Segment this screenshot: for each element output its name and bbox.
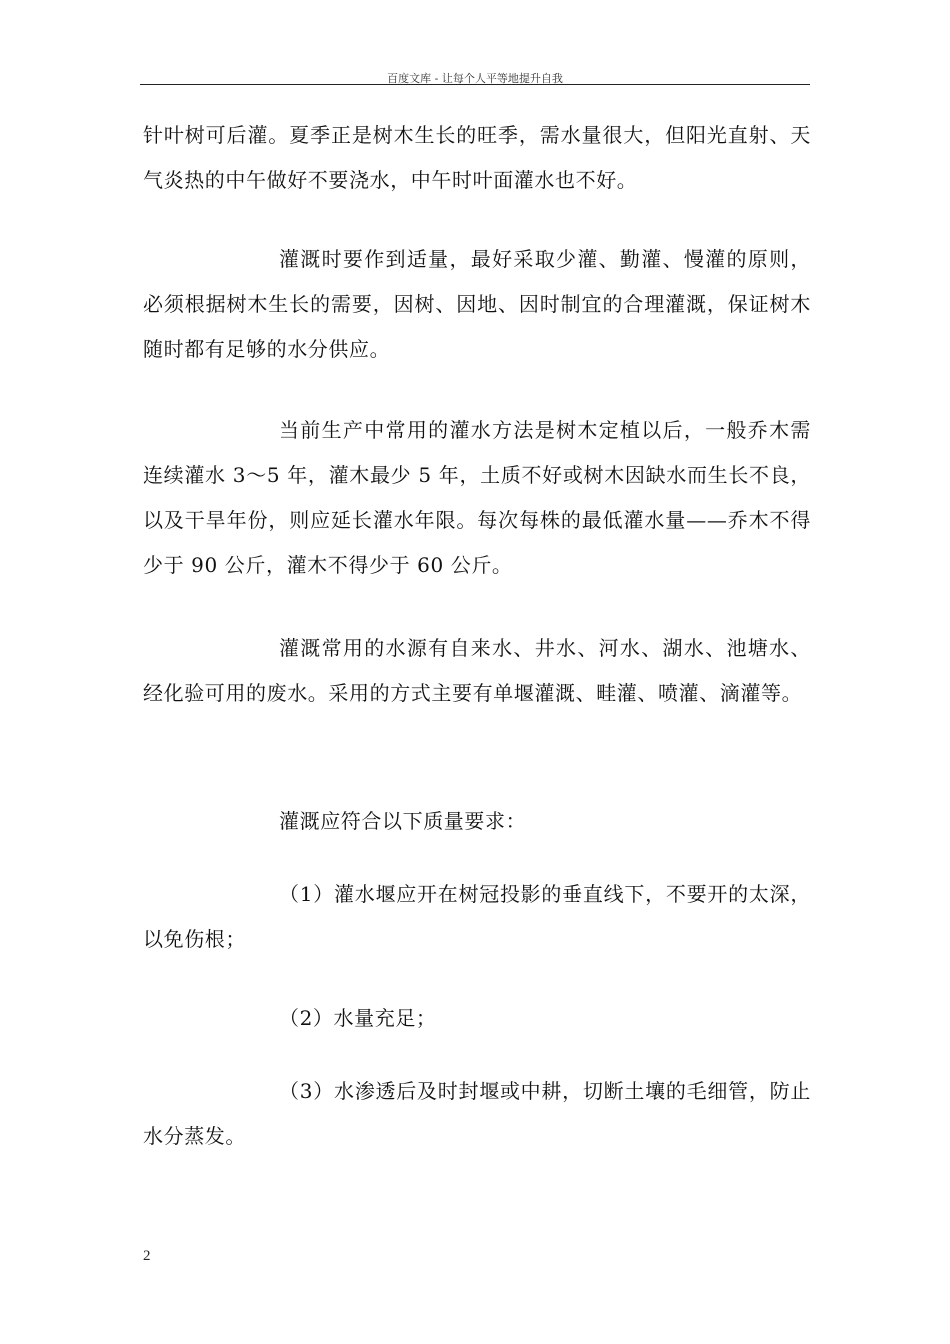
header-divider: [140, 84, 810, 85]
paragraph-3: 当前生产中常用的灌水方法是树木定植以后，一般乔木需连续灌水 3～5 年，灌木最少 5 年，土质不好或树木因缺水而生长不良，以及干旱年份，则应延长灌水年限。每次每株的最低灌水量——乔木不得少于 90 公斤，灌木不得少于 60 公斤。: [143, 418, 811, 577]
page-number: 2: [143, 1248, 151, 1264]
paragraph-4: 灌溉常用的水源有自来水、井水、河水、湖水、池塘水、经化验可用的废水。采用的方式主要有单堰灌溉、畦灌、喷灌、滴灌等。: [143, 636, 811, 705]
requirement-item-3: （3）水渗透后及时封堰或中耕，切断土壤的毛细管，防止水分蒸发。: [143, 1079, 811, 1148]
requirement-item-1: （1）灌水堰应开在树冠投影的垂直线下，不要开的太深，以免伤根；: [143, 882, 811, 951]
paragraph-2: 灌溉时要作到适量，最好采取少灌、勤灌、慢灌的原则，必须根据树木生长的需要，因树、因地、因时制宜的合理灌溉，保证树木随时都有足够的水分供应。: [143, 247, 811, 361]
page-header: 百度文库 - 让每个人平等地提升自我: [387, 72, 563, 85]
paragraph-5: 灌溉应符合以下质量要求：: [279, 809, 527, 833]
paragraph-1: 针叶树可后灌。夏季正是树木生长的旺季，需水量很大，但阳光直射、天气炎热的中午做好不要浇水，中午时叶面灌水也不好。: [143, 123, 811, 192]
requirement-item-2: （2）水量充足；: [279, 1006, 437, 1030]
